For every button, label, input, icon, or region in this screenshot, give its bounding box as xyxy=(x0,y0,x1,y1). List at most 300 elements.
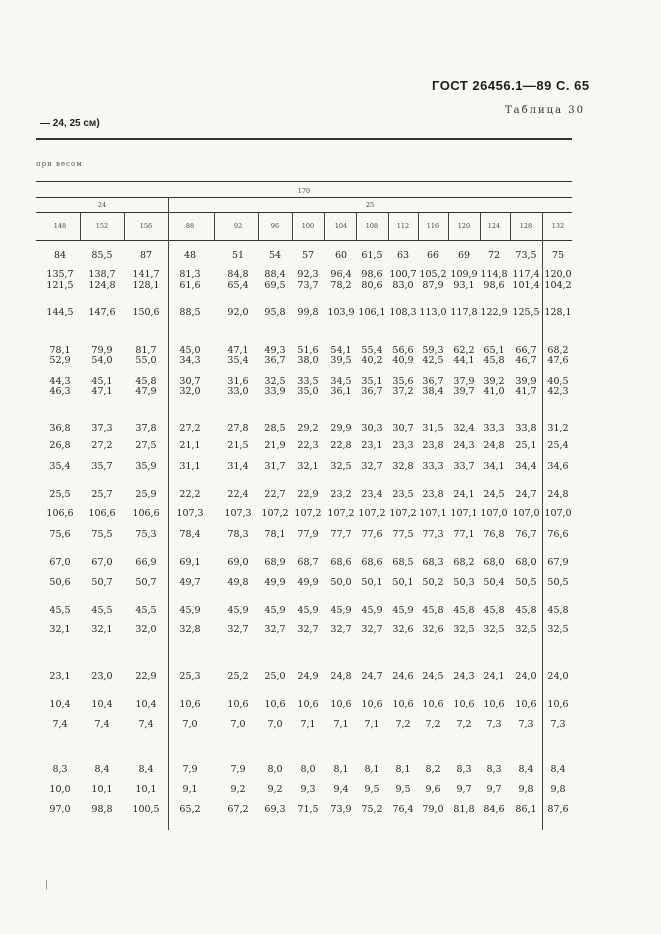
header-rule-1 xyxy=(36,181,572,182)
table-cell: 47,1 xyxy=(91,386,113,397)
table-cell: 107,2 xyxy=(389,508,417,519)
table-cell: 29,2 xyxy=(297,423,319,434)
table-cell: 10,4 xyxy=(49,699,71,710)
table-cell: 87 xyxy=(139,250,153,261)
column-divider xyxy=(480,212,481,240)
table-cell: 88,4 xyxy=(264,269,286,280)
header-rule-2 xyxy=(36,197,572,198)
table-cell: 7,0 xyxy=(267,719,283,730)
table-cell: 44,3 xyxy=(49,376,71,387)
table-cell: 45,5 xyxy=(49,605,71,616)
table-cell: 38,0 xyxy=(297,355,319,366)
table-cell: 107,0 xyxy=(544,508,572,519)
table-cell: 27,2 xyxy=(179,423,201,434)
table-cell: 7,9 xyxy=(230,764,246,775)
table-cell: 25,3 xyxy=(179,671,201,682)
table-cell: 95,8 xyxy=(264,307,286,318)
table-cell: 22,4 xyxy=(227,489,249,500)
table-cell: 83,0 xyxy=(392,280,414,291)
table-cell: 45,9 xyxy=(264,605,286,616)
table-cell: 34,4 xyxy=(515,461,537,472)
table-cell: 7,0 xyxy=(182,719,198,730)
table-cell: 32,8 xyxy=(392,461,414,472)
table-cell: 68,0 xyxy=(483,557,505,568)
table-cell: 24,5 xyxy=(422,671,444,682)
table-cell: 75,6 xyxy=(49,529,71,540)
table-cell: 10,6 xyxy=(392,699,414,710)
table-cell: 10,6 xyxy=(547,699,569,710)
table-cell: 50,7 xyxy=(91,577,113,588)
table-cell: 33,0 xyxy=(227,386,249,397)
table-cell: 9,3 xyxy=(300,784,316,795)
table-cell: 62,2 xyxy=(453,345,475,356)
table-cell: 23,5 xyxy=(392,489,414,500)
table-cell: 7,2 xyxy=(456,719,472,730)
table-cell: 24,6 xyxy=(392,671,414,682)
table-cell: 69,3 xyxy=(264,804,286,815)
table-cell: 32,6 xyxy=(422,624,444,635)
table-cell: 24,0 xyxy=(515,671,537,682)
table-cell: 24,5 xyxy=(483,489,505,500)
table-cell: 77,6 xyxy=(361,529,383,540)
table-cell: 50,1 xyxy=(392,577,414,588)
column-divider xyxy=(542,212,543,240)
table-cell: 75 xyxy=(551,250,565,261)
table-cell: 32,7 xyxy=(330,624,352,635)
table-cell: 10,6 xyxy=(297,699,319,710)
table-cell: 50,2 xyxy=(422,577,444,588)
table-cell: 78,3 xyxy=(227,529,249,540)
table-cell: 135,7 xyxy=(46,269,74,280)
table-cell: 41,7 xyxy=(515,386,537,397)
table-cell: 23,2 xyxy=(330,489,352,500)
table-cell: 7,2 xyxy=(395,719,411,730)
table-cell: 30,3 xyxy=(361,423,383,434)
table-cell: 7,1 xyxy=(364,719,380,730)
table-cell: 68,7 xyxy=(297,557,319,568)
table-cell: 50,6 xyxy=(49,577,71,588)
column-header: 120 xyxy=(457,222,471,230)
table-cell: 31,2 xyxy=(547,423,569,434)
table-cell: 10,0 xyxy=(49,784,71,795)
table-cell: 45,8 xyxy=(453,605,475,616)
table-cell: 84,8 xyxy=(227,269,249,280)
table-cell: 9,2 xyxy=(267,784,283,795)
column-divider xyxy=(258,212,259,240)
table-cell: 107,2 xyxy=(261,508,289,519)
table-cell: 32,5 xyxy=(330,461,352,472)
table-cell: 8,3 xyxy=(456,764,472,775)
table-cell: 9,8 xyxy=(550,784,566,795)
table-cell: 9,1 xyxy=(182,784,198,795)
table-cell: 8,1 xyxy=(364,764,380,775)
table-cell: 49,9 xyxy=(264,577,286,588)
table-cell: 59,3 xyxy=(422,345,444,356)
table-cell: 9,4 xyxy=(333,784,349,795)
table-cell: 68,6 xyxy=(330,557,352,568)
table-cell: 7,4 xyxy=(138,719,154,730)
table-cell: 128,1 xyxy=(132,280,160,291)
table-cell: 141,7 xyxy=(132,269,160,280)
table-cell: 29,9 xyxy=(330,423,352,434)
table-cell: 22,7 xyxy=(264,489,286,500)
table-cell: 85,5 xyxy=(91,250,113,261)
table-cell: 73,7 xyxy=(297,280,319,291)
column-divider xyxy=(324,212,325,240)
table-cell: 32,5 xyxy=(483,624,505,635)
table-cell: 21,5 xyxy=(227,440,249,451)
table-cell: 50,5 xyxy=(547,577,569,588)
table-cell: 9,7 xyxy=(456,784,472,795)
table-cell: 150,6 xyxy=(132,307,160,318)
table-cell: 52,9 xyxy=(49,355,71,366)
table-cell: 67,0 xyxy=(49,557,71,568)
table-cell: 32,8 xyxy=(179,624,201,635)
column-header: 132 xyxy=(551,222,565,230)
table-cell: 24,3 xyxy=(453,440,475,451)
table-cell: 9,6 xyxy=(425,784,441,795)
table-cell: 65,4 xyxy=(227,280,249,291)
table-cell: 31,4 xyxy=(227,461,249,472)
table-cell: 34,3 xyxy=(179,355,201,366)
table-cell: 8,4 xyxy=(94,764,110,775)
table-cell: 69,0 xyxy=(227,557,249,568)
table-cell: 36,7 xyxy=(264,355,286,366)
table-cell: 34,5 xyxy=(330,376,352,387)
table-cell: 36,8 xyxy=(49,423,71,434)
table-cell: 61,6 xyxy=(179,280,201,291)
table-cell: 35,4 xyxy=(227,355,249,366)
table-cell: 72 xyxy=(487,250,501,261)
table-cell: 48 xyxy=(183,250,197,261)
table-cell: 103,9 xyxy=(327,307,355,318)
table-cell: 68,6 xyxy=(361,557,383,568)
table-cell: 36,7 xyxy=(361,386,383,397)
table-cell: 79,0 xyxy=(422,804,444,815)
table-cell: 25,9 xyxy=(135,489,157,500)
table-cell: 10,6 xyxy=(483,699,505,710)
table-cell: 50,7 xyxy=(135,577,157,588)
column-header: 124 xyxy=(487,222,501,230)
table-cell: 7,3 xyxy=(486,719,502,730)
table-cell: 33,5 xyxy=(297,376,319,387)
table-cell: 107,2 xyxy=(294,508,322,519)
table-cell: 7,4 xyxy=(52,719,68,730)
table-cell: 106,6 xyxy=(46,508,74,519)
table-cell: 107,0 xyxy=(512,508,540,519)
table-cell: 104,2 xyxy=(544,280,572,291)
table-cell: 107,0 xyxy=(480,508,508,519)
table-cell: 23,1 xyxy=(49,671,71,682)
table-cell: 10,4 xyxy=(135,699,157,710)
table-cell: 10,6 xyxy=(361,699,383,710)
table-cell: 39,2 xyxy=(483,376,505,387)
table-cell: 45,8 xyxy=(515,605,537,616)
table-cell: 54 xyxy=(268,250,282,261)
table-cell: 45,8 xyxy=(483,355,505,366)
table-cell: 10,1 xyxy=(135,784,157,795)
column-header: 96 xyxy=(270,222,280,230)
table-cell: 69 xyxy=(457,250,471,261)
table-cell: 22,2 xyxy=(179,489,201,500)
table-cell: 24,1 xyxy=(453,489,475,500)
table-cell: 117,4 xyxy=(512,269,540,280)
table-cell: 45,8 xyxy=(483,605,505,616)
table-cell: 31,6 xyxy=(227,376,249,387)
table-cell: 23,8 xyxy=(422,440,444,451)
table-cell: 113,0 xyxy=(419,307,447,318)
table-cell: 32,4 xyxy=(453,423,475,434)
table-cell: 25,4 xyxy=(547,440,569,451)
table-cell: 27,2 xyxy=(91,440,113,451)
table-cell: 23,0 xyxy=(91,671,113,682)
table-cell: 68,5 xyxy=(392,557,414,568)
table-cell: 7,9 xyxy=(182,764,198,775)
table-cell: 76,4 xyxy=(392,804,414,815)
table-cell: 75,3 xyxy=(135,529,157,540)
table-cell: 69,1 xyxy=(179,557,201,568)
table-cell: 9,2 xyxy=(230,784,246,795)
table-cell: 66,9 xyxy=(135,557,157,568)
table-cell: 46,3 xyxy=(49,386,71,397)
table-cell: 32,5 xyxy=(547,624,569,635)
table-cell: 51 xyxy=(231,250,245,261)
table-cell: 68,9 xyxy=(264,557,286,568)
table-cell: 98,8 xyxy=(91,804,113,815)
column-divider xyxy=(448,212,449,240)
table-cell: 138,7 xyxy=(88,269,116,280)
table-cell: 87,6 xyxy=(547,804,569,815)
table-cell: 34,6 xyxy=(547,461,569,472)
table-cell: 35,6 xyxy=(392,376,414,387)
table-cell: 147,6 xyxy=(88,307,116,318)
table-cell: 45,5 xyxy=(135,605,157,616)
table-cell: 81,8 xyxy=(453,804,475,815)
table-cell: 37,9 xyxy=(453,376,475,387)
table-cell: 77,3 xyxy=(422,529,444,540)
table-cell: 99,8 xyxy=(297,307,319,318)
column-header: 156 xyxy=(139,222,153,230)
column-divider xyxy=(168,197,169,240)
table-cell: 7,4 xyxy=(94,719,110,730)
table-cell: 77,9 xyxy=(297,529,319,540)
table-cell: 101,4 xyxy=(512,280,540,291)
table-cell: 60 xyxy=(334,250,348,261)
table-cell: 84 xyxy=(53,250,67,261)
table-cell: 49,7 xyxy=(179,577,201,588)
table-cell: 9,8 xyxy=(518,784,534,795)
table-cell: 36,1 xyxy=(330,386,352,397)
table-cell: 98,6 xyxy=(483,280,505,291)
table-cell: 25,5 xyxy=(49,489,71,500)
table-cell: 10,6 xyxy=(227,699,249,710)
table-cell: 23,4 xyxy=(361,489,383,500)
table-cell: 50,3 xyxy=(453,577,475,588)
table-cell: 10,4 xyxy=(91,699,113,710)
table-cell: 61,5 xyxy=(361,250,383,261)
table-cell: 98,6 xyxy=(361,269,383,280)
body-divider-group xyxy=(168,240,169,830)
table-cell: 9,7 xyxy=(486,784,502,795)
column-header: 92 xyxy=(233,222,243,230)
table-cell: 66,7 xyxy=(515,345,537,356)
table-cell: 35,7 xyxy=(91,461,113,472)
table-cell: 31,7 xyxy=(264,461,286,472)
table-cell: 32,5 xyxy=(264,376,286,387)
table-cell: 23,1 xyxy=(361,440,383,451)
table-cell: 49,3 xyxy=(264,345,286,356)
table-cell: 32,1 xyxy=(297,461,319,472)
page-mark: | xyxy=(45,880,49,890)
table-cell: 76,7 xyxy=(515,529,537,540)
table-cell: 55,0 xyxy=(135,355,157,366)
table-cell: 45,9 xyxy=(227,605,249,616)
table-cell: 100,5 xyxy=(132,804,160,815)
table-cell: 35,4 xyxy=(49,461,71,472)
table-cell: 68,3 xyxy=(422,557,444,568)
table-cell: 77,1 xyxy=(453,529,475,540)
table-cell: 7,3 xyxy=(550,719,566,730)
table-cell: 68,2 xyxy=(547,345,569,356)
column-divider xyxy=(124,212,125,240)
table-cell: 32,0 xyxy=(179,386,201,397)
table-cell: 25,2 xyxy=(227,671,249,682)
table-cell: 25,7 xyxy=(91,489,113,500)
column-divider xyxy=(356,212,357,240)
table-cell: 7,3 xyxy=(518,719,534,730)
table-cell: 50,5 xyxy=(515,577,537,588)
table-cell: 8,4 xyxy=(518,764,534,775)
group-header-25: 25 xyxy=(365,201,375,209)
table-cell: 76,6 xyxy=(547,529,569,540)
table-cell: 55,4 xyxy=(361,345,383,356)
table-cell: 69,5 xyxy=(264,280,286,291)
table-cell: 24,8 xyxy=(330,671,352,682)
table-cell: 7,0 xyxy=(230,719,246,730)
table-cell: 50,0 xyxy=(330,577,352,588)
table-cell: 50,1 xyxy=(361,577,383,588)
table-cell: 8,3 xyxy=(52,764,68,775)
table-cell: 33,7 xyxy=(453,461,475,472)
table-cell: 10,6 xyxy=(264,699,286,710)
table-cell: 93,1 xyxy=(453,280,475,291)
table-cell: 35,9 xyxy=(135,461,157,472)
table-cell: 31,1 xyxy=(179,461,201,472)
table-cell: 24,9 xyxy=(297,671,319,682)
table-cell: 80,6 xyxy=(361,280,383,291)
table-cell: 32,7 xyxy=(227,624,249,635)
table-cell: 71,5 xyxy=(297,804,319,815)
table-cell: 50,4 xyxy=(483,577,505,588)
table-cell: 68,0 xyxy=(515,557,537,568)
document-header: ГОСТ 26456.1—89 С. 65 xyxy=(432,78,590,93)
table-cell: 107,1 xyxy=(450,508,478,519)
table-cell: 33,3 xyxy=(422,461,444,472)
table-cell: 31,5 xyxy=(422,423,444,434)
table-cell: 33,3 xyxy=(483,423,505,434)
table-cell: 97,0 xyxy=(49,804,71,815)
table-cell: 24,7 xyxy=(361,671,383,682)
table-cell: 107,2 xyxy=(327,508,355,519)
table-cell: 128,1 xyxy=(544,307,572,318)
group-header-top: 170 xyxy=(297,187,311,195)
table-cell: 35,1 xyxy=(361,376,383,387)
table-cell: 68,2 xyxy=(453,557,475,568)
table-note: при весом xyxy=(36,160,83,168)
table-cell: 106,1 xyxy=(358,307,386,318)
table-cell: 33,8 xyxy=(515,423,537,434)
table-cell: 49,9 xyxy=(297,577,319,588)
table-cell: 92,0 xyxy=(227,307,249,318)
table-cell: 9,5 xyxy=(364,784,380,795)
table-cell: 49,8 xyxy=(227,577,249,588)
table-cell: 8,4 xyxy=(550,764,566,775)
table-cell: 32,7 xyxy=(297,624,319,635)
table-cell: 22,3 xyxy=(297,440,319,451)
table-cell: 77,5 xyxy=(392,529,414,540)
table-cell: 45,9 xyxy=(392,605,414,616)
table-cell: 73,5 xyxy=(515,250,537,261)
table-cell: 120,0 xyxy=(544,269,572,280)
table-cell: 30,7 xyxy=(392,423,414,434)
column-header: 88 xyxy=(185,222,195,230)
table-cell: 109,9 xyxy=(450,269,478,280)
table-cell: 108,3 xyxy=(389,307,417,318)
table-cell: 45,8 xyxy=(547,605,569,616)
table-cell: 77,7 xyxy=(330,529,352,540)
column-header: 128 xyxy=(519,222,533,230)
table-cell: 46,7 xyxy=(515,355,537,366)
table-cell: 45,9 xyxy=(297,605,319,616)
table-cell: 47,1 xyxy=(227,345,249,356)
table-cell: 40,5 xyxy=(547,376,569,387)
table-cell: 25,1 xyxy=(515,440,537,451)
table-cell: 65,1 xyxy=(483,345,505,356)
table-cell: 24,0 xyxy=(547,671,569,682)
table-cell: 8,2 xyxy=(425,764,441,775)
table-cell: 75,5 xyxy=(91,529,113,540)
table-cell: 107,1 xyxy=(419,508,447,519)
table-cell: 33,9 xyxy=(264,386,286,397)
table-cell: 25,0 xyxy=(264,671,286,682)
table-cell: 32,6 xyxy=(392,624,414,635)
table-cell: 45,0 xyxy=(179,345,201,356)
table-cell: 92,3 xyxy=(297,269,319,280)
table-cell: 41,0 xyxy=(483,386,505,397)
table-cell: 32,7 xyxy=(264,624,286,635)
table-cell: 8,4 xyxy=(138,764,154,775)
table-cell: 78,1 xyxy=(264,529,286,540)
table-cell: 45,8 xyxy=(422,605,444,616)
column-header: 108 xyxy=(365,222,379,230)
table-cell: 24,3 xyxy=(453,671,475,682)
table-cell: 42,3 xyxy=(547,386,569,397)
table-cell: 40,2 xyxy=(361,355,383,366)
table-rule-top xyxy=(36,138,572,140)
table-cell: 63 xyxy=(396,250,410,261)
table-cell: 38,4 xyxy=(422,386,444,397)
table-cell: 56,6 xyxy=(392,345,414,356)
table-cell: 23,8 xyxy=(422,489,444,500)
table-cell: 23,3 xyxy=(392,440,414,451)
column-header: 100 xyxy=(301,222,315,230)
table-cell: 8,1 xyxy=(333,764,349,775)
table-cell: 76,8 xyxy=(483,529,505,540)
table-cell: 21,1 xyxy=(179,440,201,451)
table-cell: 107,3 xyxy=(224,508,252,519)
table-cell: 34,1 xyxy=(483,461,505,472)
table-cell: 81,7 xyxy=(135,345,157,356)
